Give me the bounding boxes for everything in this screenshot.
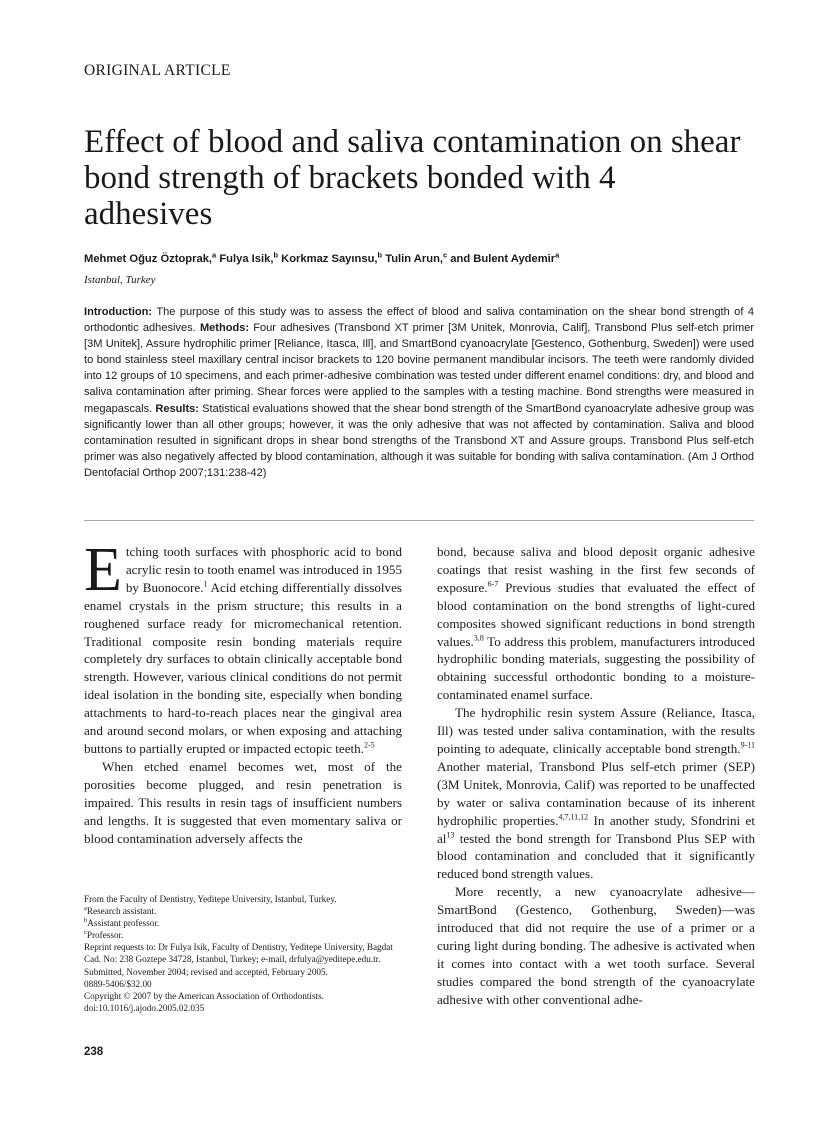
author-affiliation-mark: b bbox=[377, 250, 383, 260]
footnote-mark: b bbox=[84, 917, 88, 925]
footnote-affiliation: From the Faculty of Dentistry, Yeditepe University, Istanbul, Turkey. bbox=[84, 894, 337, 904]
footnote-text: Professor. bbox=[86, 930, 124, 941]
body-text: tching tooth surfaces with phosphoric acid to bond acrylic resin to tooth enamel was introduced in 1955 by Buonocore. bbox=[125, 544, 402, 595]
author-list bbox=[84, 250, 764, 265]
citation-ref[interactable]: 9-11 bbox=[740, 740, 755, 750]
citation-ref[interactable]: 2-5 bbox=[363, 740, 375, 750]
author-affiliation-mark: c bbox=[443, 250, 448, 260]
author-name: and Bulent Aydemir bbox=[450, 253, 556, 265]
abstract-methods-heading: Methods: bbox=[199, 322, 250, 335]
footnote-doi[interactable]: doi:10.1016/j.ajodo.2005.02.035 bbox=[84, 1002, 205, 1013]
body-text: bond, because saliva and blood deposit organic adhesive coatings that resist washing in the first few seconds of exposure. bbox=[437, 544, 755, 595]
body-paragraph bbox=[84, 536, 402, 758]
body-text: Acid etching differentially dissolves enamel crystals in the prism structure; this results in a roughened surface ready for micromechanical retention. Traditional composite resin bonding materials require completely dry surfaces to obtain clinically acceptable bond strength. However, various clinical conditions do not permit ideal isolation in the bonding site, especially when bonding attachments to hard-to-reach places near the gingival area and around second molars, or when exposing and attaching buttons to partially erupted or impacted ectopic teeth. bbox=[84, 579, 402, 756]
footnote-role bbox=[84, 929, 402, 941]
abstract-intro-text: The purpose of this study was to assess the effect of blood and saliva contamination on the shear bond strength of 4 orthodontic adhesives. bbox=[84, 306, 754, 335]
abstract-intro-heading: Introduction: bbox=[84, 306, 153, 318]
author-name: Mehmet Oğuz Öztoprak, bbox=[84, 253, 213, 265]
author-affiliation-mark: b bbox=[273, 250, 279, 260]
author-name: Tulin Arun, bbox=[385, 253, 444, 265]
author-name: Korkmaz Sayınsu, bbox=[281, 253, 378, 265]
citation-ref[interactable]: 13 bbox=[446, 830, 455, 840]
citation-ref[interactable]: 6-7 bbox=[487, 579, 499, 589]
citation-ref[interactable]: 3,8 bbox=[473, 633, 484, 643]
footnote-copyright: Copyright © 2007 by the American Association of Orthodontists. bbox=[84, 990, 324, 1001]
footnote-reprint: Reprint requests to: Dr Fulya Isik, Faculty of Dentistry, Yeditepe University, Bagdat Cad. No: 238 Goztepe 34728, Istanbul, Turkey; e-mail, drfulya@yeditepe.edu.tr. bbox=[84, 942, 393, 965]
footnotes bbox=[84, 893, 402, 1014]
body-paragraph bbox=[437, 543, 755, 704]
body-text: In another study, Sfondrini et al bbox=[437, 812, 755, 846]
author-location: Istanbul, Turkey bbox=[84, 274, 156, 286]
author-affiliation-mark: a bbox=[212, 250, 217, 260]
author-name: Fulya Isik, bbox=[219, 253, 274, 265]
body-paragraph: More recently, a new cyanoacrylate adhesive—SmartBond (Gestenco, Gothenburg, Sweden)—was introduced that did not require the use of a primer or a curing light during bonding. The adhesive is activated when it comes into contact with a wet tooth surface. Several studies compared the bond strength of the cyanoacrylate adhesive with other conventional adhe- bbox=[437, 884, 755, 1007]
abstract-results-text: Statistical evaluations showed that the shear bond strength of the SmartBond cyanoacrylate adhesive group was significantly lower than all other groups; however, it was the only adhesive that was not affected by contamination. Saliva and blood contamination resulted in significant drops in shear bond strengths of the Transbond XT and Assure groups. Transbond Plus self-etch primer was also negatively affected by blood contamination, although it was suitable for bonding with saliva contamination. (Am J Orthod Dentofacial Orthop 2007;131:238-42) bbox=[84, 402, 754, 479]
drop-cap: E bbox=[84, 536, 122, 604]
body-text: The hydrophilic resin system Assure (Reliance, Itasca, Ill) was tested under saliva contamination, with the results pointing to adequate, clinically acceptable bond strength. bbox=[437, 705, 755, 756]
author-affiliation-mark: a bbox=[555, 250, 560, 260]
footnote-issn: 0889-5406/$32.00 bbox=[84, 978, 152, 989]
abstract-methods-text: Four adhesives (Transbond XT primer [3M Unitek, Monrovia, Calif], Transbond Plus self-etch primer [3M Unitek], Assure hydrophilic primer [Reliance, Itasca, Ill], and SmartBond cyanoacrylate [Gestenco, Gothenburg, Sweden]) were used to bond stainless steel maxillary central incisor brackets to 120 bovine permanent mandibular incisors. The teeth were randomly divided into 12 groups of 10 specimens, and each primer-adhesive combination was tested under different enamel conditions: dry, and blood and saliva contamination after priming. Shear forces were applied to the samples with a testing machine. Bond strengths were measured in megapascals. bbox=[84, 322, 755, 415]
section-label: ORIGINAL ARTICLE bbox=[84, 62, 231, 79]
body-text: To address this problem, manufacturers introduced hydrophilic bonding materials, suggesting the possibility of obtaining successful orthodontic bonding to a moisture-contaminated enamel surface. bbox=[437, 633, 755, 703]
footnote-mark: c bbox=[84, 929, 87, 937]
body-column-right bbox=[437, 543, 755, 1009]
body-text: Previous studies that evaluated the effect of blood contamination on the bond strengths of light-cured composites showed significant reductions in bond strength values. bbox=[437, 579, 755, 649]
abstract bbox=[84, 304, 754, 481]
body-paragraph: When etched enamel becomes wet, most of the porosities become plugged, and resin penetration is impaired. This results in resin tags of insufficient numbers and lengths. It is suggested that even momentary saliva or blood contamination adversely affects the bbox=[84, 758, 402, 846]
article-title: Effect of blood and saliva contamination on shear bond strength of brackets bonded with 4 adhesives bbox=[84, 124, 741, 232]
body-text: tested the bond strength for Transbond Plus SEP with blood contamination and concluded that it significantly reduced bond strength values. bbox=[437, 830, 755, 882]
footnote-text: Assistant professor. bbox=[87, 918, 160, 929]
body-paragraph bbox=[437, 704, 755, 883]
footnote-role bbox=[84, 917, 402, 929]
footnote-mark: a bbox=[84, 905, 87, 913]
page-number: 238 bbox=[84, 1046, 104, 1058]
abstract-results-heading: Results: bbox=[155, 402, 199, 415]
citation-ref[interactable]: 1 bbox=[203, 579, 208, 589]
footnote-submitted: Submitted, November 2004; revised and accepted, February 2005. bbox=[84, 966, 328, 977]
citation-ref[interactable]: 4,7,11,12 bbox=[558, 812, 589, 822]
footnote-text: Research assistant. bbox=[86, 906, 157, 917]
abstract-divider bbox=[84, 520, 754, 521]
footnote-role bbox=[84, 905, 402, 917]
body-text: Another material, Transbond Plus self-etch primer (SEP) (3M Unitek, Monrovia, Calif) was reported to be unaffected by water or saliva contamination because of its inherent hydrophilic properties. bbox=[437, 758, 755, 828]
body-column-left bbox=[84, 536, 402, 847]
